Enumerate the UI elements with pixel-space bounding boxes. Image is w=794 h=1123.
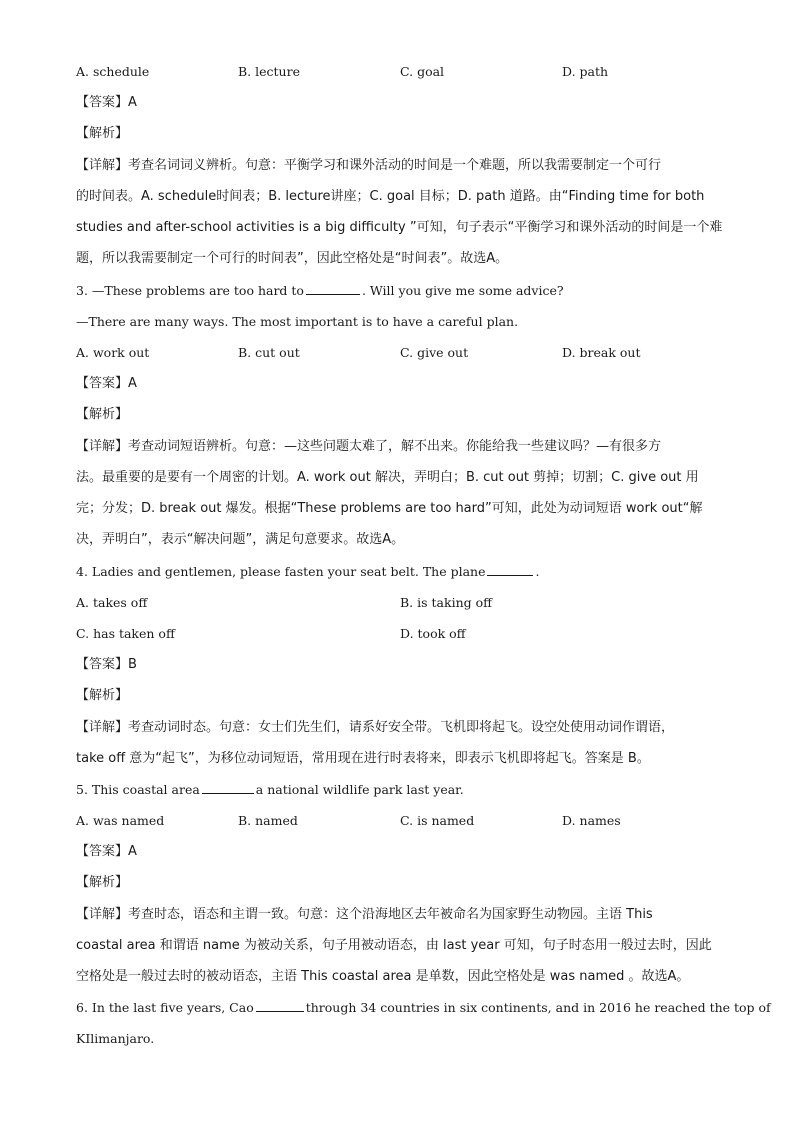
q3-option-a: A. work out	[76, 345, 150, 360]
q3-stem	[76, 283, 736, 299]
q6-stem	[76, 1000, 771, 1016]
q4-option-c: C. has taken off	[76, 626, 175, 641]
q3-analysis-label: 【解析】	[76, 407, 129, 422]
q5-answer: 【答案】A	[76, 844, 137, 859]
q3-detail-line: 法。最重要的是要有一个周密的计划。A. work out 解决，弄明白；B. cut out 剪掉；切割；C. give out 用	[76, 470, 699, 485]
q6-blank[interactable]	[256, 1000, 304, 1012]
q3-blank[interactable]	[306, 283, 360, 295]
q5-option-b: B. named	[238, 813, 298, 828]
q5-detail-line: 【详解】考查时态，语态和主谓一致。句意：这个沿海地区去年被命名为国家野生动物园。主语 This	[76, 907, 653, 922]
q2-answer: 【答案】A	[76, 95, 137, 110]
q5-analysis-label: 【解析】	[76, 875, 129, 890]
q4-stem-part: .	[535, 564, 540, 579]
q3-detail-line: 完；分发；D. break out 爆发。根据“These problems are too hard”可知，此处为动词短语 work out“解	[76, 501, 703, 516]
q4-detail-line: take off 意为“起飞”，为移位动词短语，常用现在进行时表将来，即表示飞机即将起飞。答案是 B。	[76, 751, 650, 766]
q2-option-a: A. schedule	[76, 64, 150, 79]
q3-stem-part: 3. —These problems are too hard to	[76, 283, 304, 298]
q4-detail-line: 【详解】考查动词时态。句意：女士们先生们，请系好安全带。飞机即将起飞。设空处使用动词作谓语，	[76, 720, 675, 735]
q2-detail-line: 【详解】考查名词词义辨析。句意：平衡学习和课外活动的时间是一个难题，所以我需要制定一个可行	[76, 158, 662, 173]
q2-detail-line: 的时间表。A. schedule时间表；B. lecture讲座；C. goal 目标；D. path 道路。由“Finding time for both	[76, 189, 705, 204]
q5-option-d: D. names	[562, 813, 621, 828]
q3-detail-line: 决，弄明白”，表示“解决问题”，满足句意要求。故选A。	[76, 532, 405, 547]
q2-option-c: C. goal	[400, 64, 445, 79]
q2-detail-line: studies and after-school activities is a big difficulty ”可知，句子表示“平衡学习和课外活动的时间是一个难	[76, 220, 723, 235]
q3-option-c: C. give out	[400, 345, 469, 360]
q3-stem-part: . Will you give me some advice?	[361, 283, 564, 298]
q5-blank[interactable]	[202, 782, 254, 794]
q3-detail-line: 【详解】考查动词短语辨析。句意：—这些问题太难了，解不出来。你能给我一些建议吗？—有很多方	[76, 439, 662, 454]
q4-option-a: A. takes off	[76, 595, 148, 610]
q3-option-d: D. break out	[562, 345, 641, 360]
q4-option-b: B. is taking off	[400, 595, 492, 610]
q3-stem-reply: —There are many ways. The most important is to have a careful plan.	[76, 314, 519, 329]
q4-stem-part: 4. Ladies and gentlemen, please fasten your seat belt. The plane	[76, 564, 486, 579]
q6-stem-part: 6. In the last five years, Cao	[76, 1000, 254, 1015]
q5-stem-part: a national wildlife park last year.	[255, 782, 464, 797]
q2-detail-line: 题，所以我需要制定一个可行的时间表”，因此空格处是“时间表”。故选A。	[76, 251, 509, 266]
q2-option-d: D. path	[562, 64, 609, 79]
q5-detail-line: coastal area 和谓语 name 为被动关系，句子用被动语态，由 last year 可知，句子时态用一般过去时，因此	[76, 938, 712, 953]
q3-option-b: B. cut out	[238, 345, 300, 360]
q6-stem-continued: KIlimanjaro.	[76, 1031, 155, 1046]
q4-answer: 【答案】B	[76, 657, 137, 672]
q5-stem	[76, 782, 736, 798]
q5-detail-line: 空格处是一般过去时的被动语态，主语 This coastal area 是单数，因此空格处是 was named 。故选A。	[76, 969, 690, 984]
q4-stem	[76, 564, 736, 580]
q6-stem-part: through 34 countries in six continents, and in 2016 he reached the top of	[305, 1000, 771, 1015]
q2-option-b: B. lecture	[238, 64, 300, 79]
q4-analysis-label: 【解析】	[76, 688, 129, 703]
q3-answer: 【答案】A	[76, 376, 137, 391]
q5-option-a: A. was named	[76, 813, 165, 828]
q4-blank[interactable]	[487, 564, 533, 576]
q5-option-c: C. is named	[400, 813, 475, 828]
q5-stem-part: 5. This coastal area	[76, 782, 200, 797]
q4-option-d: D. took off	[400, 626, 466, 641]
q2-analysis-label: 【解析】	[76, 126, 129, 141]
